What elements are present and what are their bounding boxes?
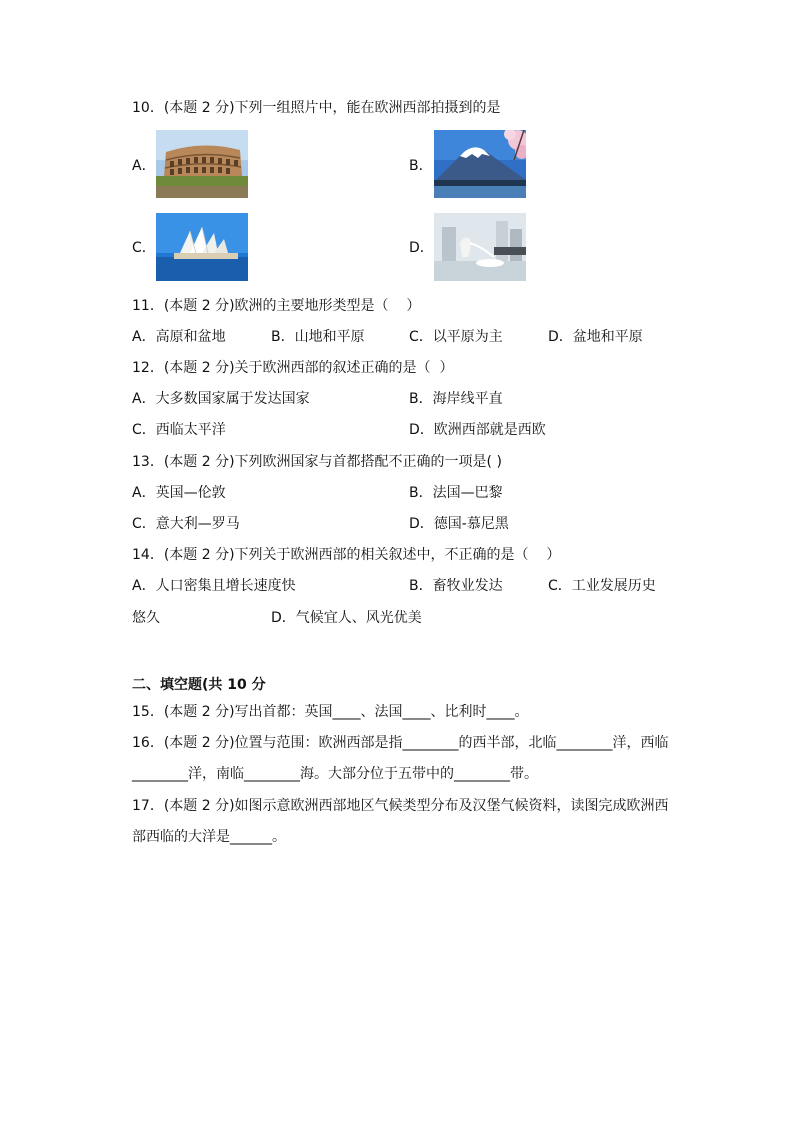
question-16-line-1: 16．(本题 2 分)位置与范围：欧洲西部是指________的西半部，北临________洋，西临 xyxy=(132,735,669,751)
q12-option-d: D．欧洲西部就是西欧 xyxy=(409,422,546,438)
q13-option-c: C．意大利—罗马 xyxy=(132,516,240,532)
mount-fuji-photo[interactable] xyxy=(434,130,526,198)
sydney-opera-house-photo[interactable] xyxy=(156,213,248,281)
q10-option-c-label: C． xyxy=(132,240,156,256)
q14-option-d: D．气候宜人、风光优美 xyxy=(271,610,422,626)
question-10-stem: 10．(本题 2 分)下列一组照片中，能在欧洲西部拍摄到的是 xyxy=(132,100,501,116)
q10-option-b-label: B． xyxy=(409,158,433,174)
colosseum-photo[interactable] xyxy=(156,130,248,198)
q10-option-d-label: D． xyxy=(409,240,434,256)
question-11-stem: 11．(本题 2 分)欧洲的主要地形类型是（ ） xyxy=(132,298,421,314)
question-12-stem: 12．(本题 2 分)关于欧洲西部的叙述正确的是（ ） xyxy=(132,360,454,376)
question-15-stem: 15．(本题 2 分)写出首都：英国____、法国____、比利时____。 xyxy=(132,704,529,720)
q12-option-a: A．大多数国家属于发达国家 xyxy=(132,391,310,407)
q14-option-c-continued: 悠久 xyxy=(132,610,160,626)
q14-option-c: C．工业发展历史 xyxy=(548,578,656,594)
question-16-line-2: ________洋，南临________海。大部分位于五带中的________带。 xyxy=(132,766,538,782)
q11-option-b: B．山地和平原 xyxy=(271,329,365,345)
section-title: 二、填空题(共 10 分 xyxy=(132,677,266,693)
q13-option-b: B．法国—巴黎 xyxy=(409,485,503,501)
q14-option-b: B．畜牧业发达 xyxy=(409,578,503,594)
question-17-line-1: 17．(本题 2 分)如图示意欧洲西部地区气候类型分布及汉堡气候资料，读图完成欧洲西 xyxy=(132,798,669,814)
question-14-stem: 14．(本题 2 分)下列关于欧洲西部的相关叙述中，不正确的是（ ） xyxy=(132,547,561,563)
merlion-photo[interactable] xyxy=(434,213,526,281)
q13-option-d: D．德国-慕尼黑 xyxy=(409,516,509,532)
q12-option-c: C．西临太平洋 xyxy=(132,422,226,438)
question-13-stem: 13．(本题 2 分)下列欧洲国家与首都搭配不正确的一项是( ) xyxy=(132,454,502,470)
q14-option-a: A．人口密集且增长速度快 xyxy=(132,578,296,594)
q10-option-a-label: A． xyxy=(132,158,156,174)
q11-option-d: D．盆地和平原 xyxy=(548,329,643,345)
q13-option-a: A．英国—伦敦 xyxy=(132,485,226,501)
q11-option-a: A．高原和盆地 xyxy=(132,329,226,345)
question-17-line-2: 部西临的大洋是______。 xyxy=(132,829,286,845)
q12-option-b: B．海岸线平直 xyxy=(409,391,503,407)
q11-option-c: C．以平原为主 xyxy=(409,329,503,345)
